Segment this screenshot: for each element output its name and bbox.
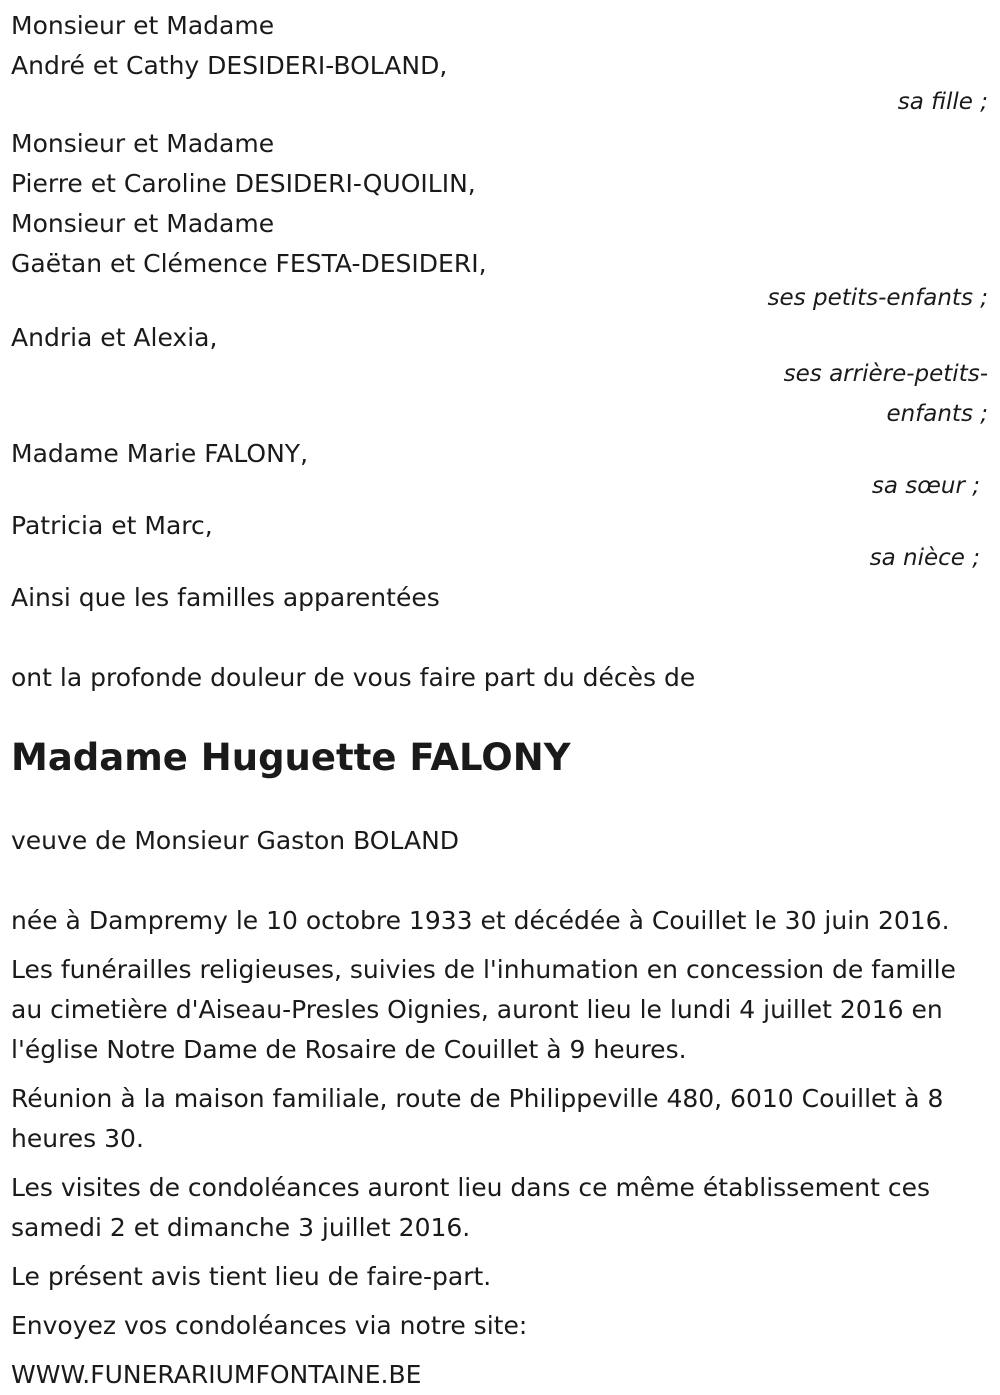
notice-line: Le présent avis tient lieu de faire-part. (11, 1262, 492, 1291)
relationship-label: sa nièce ; (869, 545, 980, 571)
mourner-group (11, 6, 990, 122)
mourner-line: Madame Marie FALONY, (11, 439, 309, 468)
announcement-line: ont la profonde douleur de vous faire part du décès de (11, 663, 696, 692)
website-link[interactable]: WWW.FUNERARIUMFONTAINE.BE (11, 1360, 422, 1389)
mourner-line: Monsieur et Madame (11, 209, 275, 238)
relationship-label: sa sœur ; (871, 473, 980, 499)
mourner-group (11, 124, 990, 318)
deceased-name: Madame Huguette FALONY (11, 736, 571, 779)
relationship-label: ses petits-enfants ; (767, 285, 988, 311)
mourner-group (11, 318, 990, 434)
mourner-line: Gaëtan et Clémence FESTA-DESIDERI, (11, 249, 487, 278)
mourner-line: Patricia et Marc, (11, 511, 213, 540)
visits-paragraph: Les visites de condoléances auront lieu dans ce même établissement ces samedi 2 et dimanche 3 juillet 2016. (11, 1173, 931, 1242)
mourner-group (11, 506, 990, 578)
families-line: Ainsi que les familles apparentées (11, 583, 440, 612)
mourner-group (11, 434, 990, 506)
funeral-paragraph: Les funérailles religieuses, suivies de l'inhumation en concession de famille au cimetière d'Aiseau-Presles Oignies, auront lieu le lundi 4 juillet 2016 en l'église Notre Dame de Rosaire de Couillet à 9 heures. (11, 955, 956, 1064)
relationship-label: sa fille ; (897, 89, 988, 115)
widow-of-line: veuve de Monsieur Gaston BOLAND (11, 826, 460, 855)
condolences-prompt: Envoyez vos condoléances via notre site: (11, 1311, 528, 1340)
mourner-line: Pierre et Caroline DESIDERI-QUOILIN, (11, 169, 476, 198)
mourner-line: André et Cathy DESIDERI-BOLAND, (11, 51, 448, 80)
relationship-label: ses arrière-petits-enfants ; (783, 361, 988, 427)
mourner-line: Monsieur et Madame (11, 129, 275, 158)
birth-death-line: née à Dampremy le 10 octobre 1933 et décédée à Couillet le 30 juin 2016. (11, 906, 950, 935)
mourner-line: Andria et Alexia, (11, 323, 218, 352)
gathering-paragraph: Réunion à la maison familiale, route de Philippeville 480, 6010 Couillet à 8 heures 30. (11, 1084, 944, 1153)
mourner-line: Monsieur et Madame (11, 11, 275, 40)
